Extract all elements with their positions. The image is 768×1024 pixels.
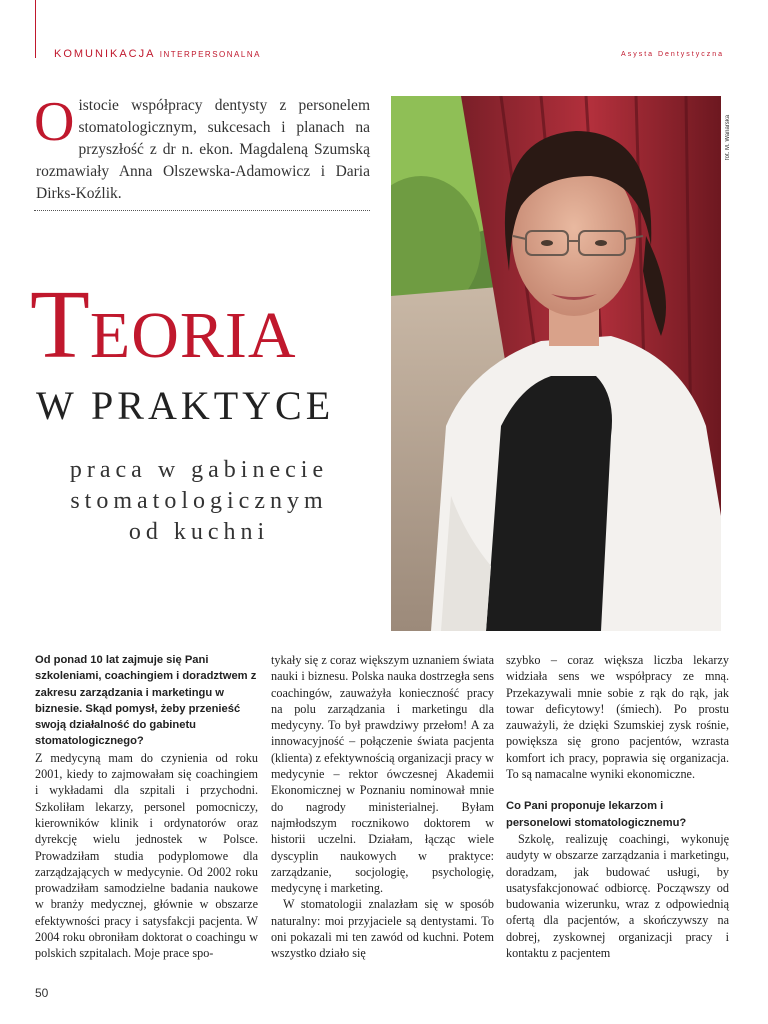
drop-cap: O	[34, 91, 75, 153]
interview-question: Co Pani proponuje lekarzom i personelowi stomatologicznemu?	[506, 800, 687, 829]
article-column-2	[271, 652, 494, 962]
section-header-left	[54, 48, 261, 60]
article-subtitle	[24, 455, 374, 548]
interview-answer: Z medycyną mam do czynienia od roku 2001, kiedy to zajmowałam się coachingiem i wykładami dla szpitali i przychodni. Szkoliłam lekarzy, personel pomocniczy, kierowników klinik i ordynatorów oraz dyrekcję wielu jednostek w Polsce. Prowadziłam studia podyplomowe dla zarządzających w medycynie. Od 2002 roku prowadziłam samodzielne badania naukowe w branży medycznej, głównie w obszarze efektywności pracy i satysfakcji pacjenta. W 2004 roku obroniłam doktorat o coachingu w polskich szpitalach. Moje prace spo-	[35, 750, 258, 961]
lead-paragraph	[34, 91, 370, 205]
portrait-photo	[391, 96, 721, 631]
interview-question: Od ponad 10 lat zajmuje się Pani szkoleniami, coachingiem i doradztwem z zakresu zarządzania i marketingu w biznesie. Skąd pomysł, żeby przenieść swoją działalność do gabinetu stomatologicznego?	[35, 654, 257, 748]
section-name: KOMUNIKACJA	[54, 48, 156, 60]
subtitle-line: od kuchni	[128, 519, 270, 545]
section-header-right: Asysta Dentystyczna	[621, 51, 724, 58]
title-rest: EORIA	[89, 299, 297, 372]
page-edge-rule	[35, 0, 36, 58]
body-paragraph: tykały się z coraz większym uznaniem świata nauki i biznesu. Polska nauka dostrzegła sens coachingów, zauważyła konieczność pracy na polu zarządzania i marketingu dla medycyny. To był prawdziwy przełom! A za innowacyjność – połączenie świata pacjenta (klienta) z efektywnością organizacji pracy w medycynie – rektor ówczesnej Akademii Ekonomicznej w Poznaniu nominował mnie do nagrody ministerialnej. Byłam najmłodszym rocznikowo doktorem w historii uczelni. Działam, łącząc wiele dyscyplin naukowych w praktyce: zarządzanie, socjologię, psychologię, medycynę i marketing.	[271, 653, 494, 896]
article-column-1	[35, 652, 258, 962]
section-subname: INTERPERSONALNA	[159, 50, 261, 59]
article-title-main	[30, 271, 297, 379]
lead-text: istocie współpracy dentysty z personelem stomatologicznym, sukcesach i planach na przyszłość z dr n. ekon. Magdaleną Szumską rozmawiały Anna Olszewska-Adamowicz i Daria Dirks-Koźlik.	[36, 97, 370, 202]
subtitle-line: stomatologicznym	[70, 488, 328, 514]
page-number: 50	[35, 986, 49, 1000]
dotted-divider	[34, 210, 370, 211]
article-title-secondary: W PRAKTYCE	[36, 383, 335, 428]
title-initial: T	[30, 271, 90, 379]
body-paragraph: szybko – coraz większa liczba lekarzy widziała sens we współpracy ze mną. Przekazywali mnie sobie z rąk do rąk, jak towar deficytowy! (śmiech). Po prostu zauważyli, że dzięki Szumskiej zysk rośnie, powiększa się grono pacjentów, wzrasta komfort ich pracy, poprawia się organizacja. To są namacalne wyniki ekonomiczne.	[506, 653, 729, 782]
article-column-3	[506, 652, 729, 961]
body-paragraph: W stomatologii znalazłam się w sposób naturalny: moi przyjaciele są dentystami. To oni pokazali mi ten zawód od kuchni. Potem wszystko działo się	[271, 897, 494, 961]
photo-credit: fot. M. Wanarska	[725, 114, 731, 160]
interview-answer: Szkolę, realizuję coachingi, wykonuję audyty w obszarze zarządzania i marketingu, doradzam, jak budować usługi, by usatysfakcjonować odbiorcę. Począwszy od budowania wizerunku, wraz z odpowiednią ofertą dla pacjentów, a skończywszy na dobrej, zyskownej organizacji pracy i kontaktu z pacjentem	[506, 831, 729, 961]
subtitle-line: praca w gabinecie	[69, 457, 329, 483]
